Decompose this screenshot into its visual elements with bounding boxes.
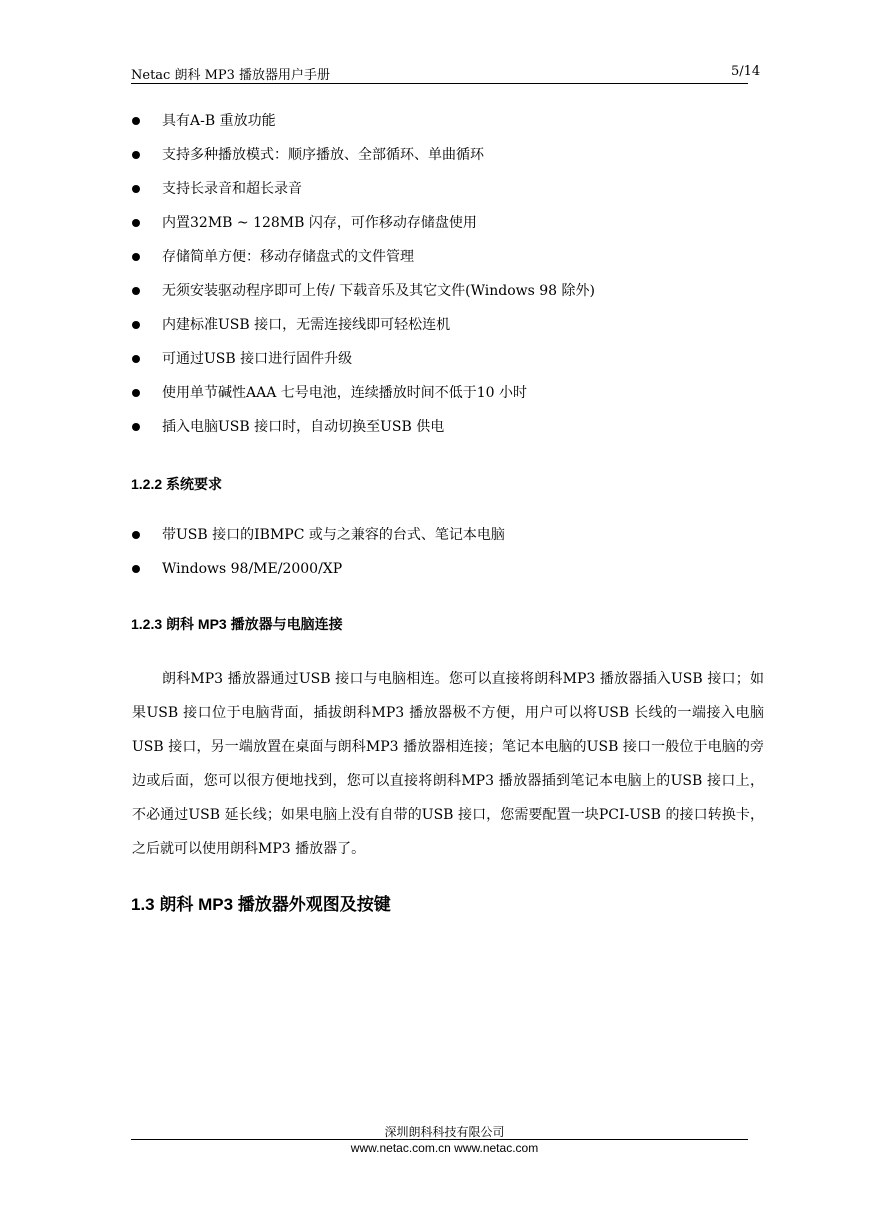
footer-websites: www.netac.com.cn www.netac.com	[350, 1141, 539, 1155]
section-heading-system-requirements: 1.2.2 系统要求	[131, 476, 223, 492]
list-item: 使用单节碱性AAA 七号电池，连续播放时间不低于10 小时	[132, 383, 595, 417]
connection-paragraph: 朗科MP3 播放器通过USB 接口与电脑相连。您可以直接将朗科MP3 播放器插入USB 接口；如果USB 接口位于电脑背面，插拔朗科MP3 播放器极不方便，用户可以将USB 长线的一端接入电脑USB 接口，另一端放置在桌面与朗科MP3 播放器相连接；笔记本电脑的USB 接口一般位于电脑的旁边或后面，您可以很方便地找到，您可以直接将朗科MP3 播放器插到笔记本电脑上的USB 接口上，不必通过USB 延长线；如果电脑上没有自带的USB 接口，您需要配置一块PCI-USB 的接口转换卡，之后就可以使用朗科MP3 播放器了。	[132, 671, 764, 857]
list-item: 内建标准USB 接口，无需连接线即可轻松连机	[132, 315, 595, 349]
list-item: Windows 98/ME/2000/XP	[132, 559, 505, 593]
requirements-list	[132, 525, 505, 593]
list-item: 具有A-B 重放功能	[132, 111, 595, 145]
list-item: 插入电脑USB 接口时，自动切换至USB 供电	[132, 417, 595, 451]
list-item: 存储简单方便：移动存储盘式的文件管理	[132, 247, 595, 281]
list-item: 内置32MB ~ 128MB 闪存，可作移动存储盘使用	[132, 213, 595, 247]
footer-rule	[131, 1139, 748, 1140]
footer-company: 深圳朗科科技有限公司	[384, 1125, 505, 1139]
list-item: 支持多种播放模式：顺序播放、全部循环、单曲循环	[132, 145, 595, 179]
list-item: 可通过USB 接口进行固件升级	[132, 349, 595, 383]
list-item: 支持长录音和超长录音	[132, 179, 595, 213]
list-item: 无须安装驱动程序即可上传/ 下载音乐及其它文件(Windows 98 除外)	[132, 281, 595, 315]
page-number: 5/14	[731, 64, 761, 79]
header-title: Netac 朗科 MP3 播放器用户手册	[131, 68, 331, 83]
section-heading-connection: 1.2.3 朗科 MP3 播放器与电脑连接	[131, 616, 343, 632]
header-rule	[131, 83, 748, 84]
list-item: 带USB 接口的IBMPC 或与之兼容的台式、笔记本电脑	[132, 525, 505, 559]
feature-list	[132, 111, 595, 451]
section-heading-appearance: 1.3 朗科 MP3 播放器外观图及按键	[131, 895, 391, 914]
